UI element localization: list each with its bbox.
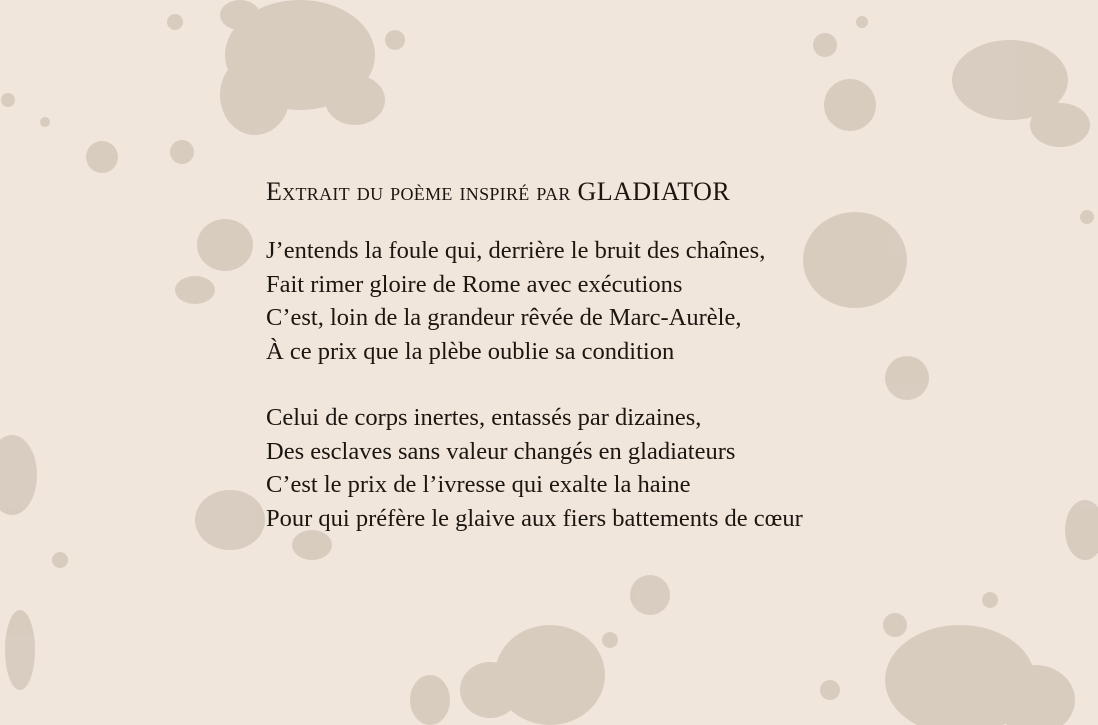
verse-line: À ce prix que la plèbe oublie sa condition [266,337,675,365]
verse-line: J’entends la foule qui, derrière le bruit des chaînes, [266,237,766,264]
verse-line: Des esclaves sans valeur changés en gladiateurs [266,437,736,465]
film-name: GLADIATOR [577,177,731,206]
title-prefix: Extrait du poème inspiré par [266,177,571,206]
verse-line: Pour qui préfère le glaive aux fiers battements de cœur [266,504,803,532]
verse-line: Celui de corps inertes, entassés par dizaines, [266,404,702,431]
poem-excerpt [266,176,906,568]
verse-line: Fait rimer gloire de Rome avec exécutions [266,270,683,298]
stanza-2 [266,401,906,535]
poem-title [266,176,906,208]
stanza-1 [266,234,906,368]
verse-line: C’est le prix de l’ivresse qui exalte la haine [266,471,691,498]
verse-line: C’est, loin de la grandeur rêvée de Marc-Aurèle, [266,304,742,331]
